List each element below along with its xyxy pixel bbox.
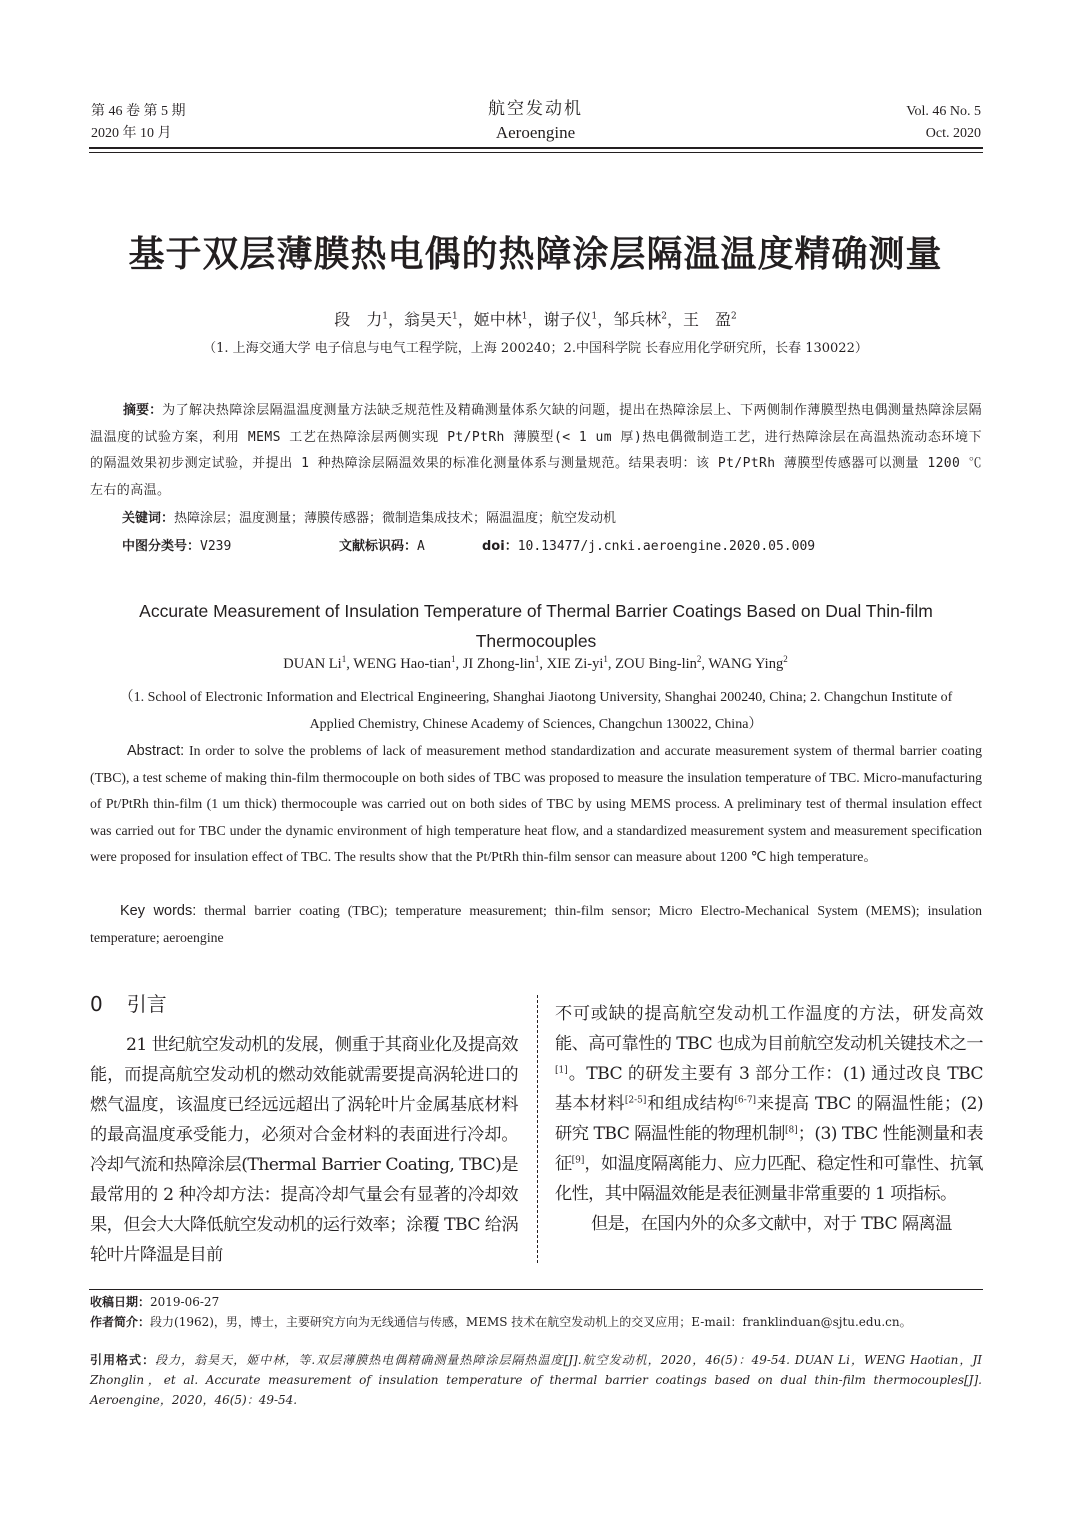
body-text: ，如温度隔离能力、应力匹配、稳定性和可靠性、抗氧化性，其中隔温效能是表征测量非常重要的 1 项指标。 xyxy=(555,1154,984,1204)
authors-en: DUAN Li$^1$, WENG Hao-tian$^1$, JI Zhong-lin$^1$, XIE $Zi-yi^1$, ZOU Bing-lin$^2$, WANG Ying$^2$ xyxy=(283,654,788,672)
body-paragraph xyxy=(555,999,983,1209)
body-paragraph: 但是，在国内外的众多文献中，对于 TBC 隔离温 xyxy=(591,1214,952,1234)
paper-title-cn: 基于双层薄膜热电偶的热障涂层隔温温度精确测量 xyxy=(128,233,943,275)
author-affil-mark: 2 xyxy=(661,311,668,322)
doi xyxy=(482,535,815,554)
author-bio xyxy=(90,1312,982,1332)
header-rule-thin xyxy=(89,152,983,153)
keywords-cn-text: 热障涂层；温度测量；薄膜传感器；微制造集成技术；隔温温度；航空发动机 xyxy=(174,511,617,526)
keywords-en xyxy=(90,898,982,951)
citation-ref[interactable]: [8] xyxy=(785,1125,798,1136)
received-label: 收稿日期： xyxy=(90,1295,151,1309)
affiliation-cn: （1. 上海交通大学 电子信息与电气工程学院，上海 200240；2.中国科学院 长春应用化学研究所，长春 130022） xyxy=(203,341,868,356)
keywords-cn xyxy=(122,507,616,526)
author-affil-mark: 1 xyxy=(382,311,388,322)
keywords-en-label: Key words: xyxy=(120,903,197,919)
body-text: ；(3) TBC 性能测量和表征 xyxy=(555,1124,983,1174)
volume-issue-cn: 第 46 卷 第 5 期 xyxy=(91,104,186,119)
author-affil-mark: 1 xyxy=(534,654,540,665)
author-affil-mark: 1 xyxy=(603,654,608,665)
author-affil-mark: 1 xyxy=(521,311,528,322)
author-affil-mark: 1 xyxy=(451,654,456,665)
citation-ref[interactable]: [2-5] xyxy=(624,1095,647,1106)
doc-label: 文献标识码： xyxy=(339,539,418,554)
journal-name-en: Aeroengine xyxy=(495,123,576,142)
body-column-left: 21 世纪航空发动机的发展，侧重于其商业化及提高效能，而提高航空发动机的燃动效能就需要提高涡轮进口的燃气温度，该温度已经远远超出了涡轮叶片金属基底材料的最高温度承受能力，必须对合金材料的表面进行冷却。冷却气流和热障涂层(Thermal Barrier Coating, TBC)是最常用的 2 种冷却方法：提高冷却气量会有显著的冷却效果，但会大大降低航空发动机的运行效率；涂覆 TBC 给涡轮叶片降温是目前 xyxy=(90,1035,518,1265)
doi-label: doi： xyxy=(482,539,518,554)
author-cn: 段 力 xyxy=(334,310,383,329)
author-cn: 姬中林 xyxy=(473,310,522,329)
author-bio-label: 作者简介： xyxy=(90,1315,151,1329)
column-divider xyxy=(537,995,538,1263)
document-code xyxy=(339,535,425,554)
paper-title-en: Accurate Measurement of Insulation Temperature of Thermal Barrier Coatings Based on Dual Thin-film Thermocouples xyxy=(139,601,933,651)
citation-label: 引用格式： xyxy=(90,1353,156,1367)
journal-name-cn: 航空发动机 xyxy=(488,99,583,118)
abstract-cn-text: 为了解决热障涂层隔温温度测量方法缺乏规范性及精确测量体系欠缺的问题，提出在热障涂层上、下两侧制作薄膜型热电偶测量热障涂层隔温温度的试验方案，利用 MEMS 工艺在热障涂层两侧实现 Pt/PtRh 薄膜型(< 1 um 厚)热电偶微制造工艺，进行热障涂层在高温热流动态环境下的隔温效果初步测定试验，并提出 1 种热障涂层隔温效果的标准化测量体系与测量规范。结果表明：该 Pt/PtRh 薄膜型传感器可以测量 1200 ℃左右的高温。 xyxy=(90,403,982,498)
section-title: 引言 xyxy=(126,992,167,1016)
citation-format xyxy=(90,1350,982,1410)
author-cn: 翁昊天 xyxy=(403,310,452,329)
author-affil-mark: 1 xyxy=(341,654,347,665)
keywords-cn-label: 关键词： xyxy=(122,511,175,526)
header-rule-thick xyxy=(89,147,983,149)
author-affil-mark: 2 xyxy=(783,654,788,665)
body-text: 。TBC 的研发主要有 3 部分工作：(1) 通过改良 TBC 基本材料 xyxy=(555,1064,983,1114)
body-column-right xyxy=(555,999,983,1239)
body-text: 来提高 TBC 的隔温性能；(2) 研究 TBC 隔温性能的物理机制 xyxy=(555,1094,983,1144)
section-number: 0 xyxy=(90,992,103,1016)
abstract-cn xyxy=(90,398,982,504)
author-en: WENG Hao-tian xyxy=(353,656,452,672)
header-volume-en xyxy=(906,101,981,145)
author-cn: 王 盈 xyxy=(683,310,732,329)
clc-code xyxy=(122,535,231,554)
clc-value: V239 xyxy=(200,539,232,554)
keywords-en-text: thermal barrier coating (TBC); temperature measurement; thin-film sensor; Micro Electro-Mechanical System (MEMS); insulation temperature; aeroengine xyxy=(90,903,982,945)
author-en: DUAN Li xyxy=(283,656,342,672)
authors-cn: 段 力$^1$，翁昊天$^1$，姬中林$^1$，谢子仪$^1$，邹兵林$^2$，王 盈$^2$ xyxy=(334,310,737,329)
affiliation-en: （1. School of Electronic Information and Electrical Engineering, Shanghai Jiaotong University, Shanghai 200240, China; 2. Changchun Institute of Applied Chemistry, Chinese Academy of Sciences, Changchun 130022, China） xyxy=(119,690,953,732)
author-affil-mark: 1 xyxy=(451,311,458,322)
abstract-en xyxy=(90,738,982,871)
author-en: JI Zhong-lin xyxy=(462,656,535,672)
citation-ref[interactable]: [1] xyxy=(555,1065,568,1076)
citation-ref[interactable]: [6-7] xyxy=(734,1095,757,1106)
section-heading xyxy=(90,988,167,1017)
date-en: Oct. 2020 xyxy=(925,126,981,141)
author-cn: 邹兵林 xyxy=(613,310,662,329)
author-en: WANG Ying xyxy=(708,656,784,672)
clc-label: 中图分类号： xyxy=(122,539,201,554)
author-bio-text: 段力(1962)，男，博士，主要研究方向为无线通信与传感，MEMS 技术在航空发动机上的交叉应用；E-mail：franklinduan@sjtu.edu.cn。 xyxy=(150,1315,912,1329)
citation-text: 段力，翁昊天，姬中林，等.双层薄膜热电偶精确测量热障涂层隔热温度[J].航空发动机，2020，46(5)：49-54. DUAN Li，WENG Haotian，JI Zhonglin，et al. Accurate measurement of insulation temperature of thermal barrier coatings based on dual thin-film thermocouples[J]. Aeroengine，2020，46(5)：49-54. xyxy=(90,1353,982,1407)
date-cn: 2020 年 10 月 xyxy=(91,126,172,141)
citation-ref[interactable]: [9] xyxy=(571,1155,585,1166)
received-value: 2019-06-27 xyxy=(150,1295,220,1309)
author-affil-mark: 2 xyxy=(731,311,737,322)
abstract-en-label: Abstract: xyxy=(127,743,185,759)
received-date xyxy=(90,1292,982,1312)
author-cn: 谢子仪 xyxy=(543,310,592,329)
volume-issue-en: Vol. 46 No. 5 xyxy=(906,104,981,119)
abstract-cn-label: 摘要： xyxy=(123,403,163,418)
doc-value: A xyxy=(417,539,425,554)
author-en: XIE Zi-yi xyxy=(546,656,604,672)
author-affil-mark: 1 xyxy=(591,311,598,322)
body-text: 和组成结构 xyxy=(646,1094,735,1114)
abstract-en-text: In order to solve the problems of lack of measurement method standardization and accurate measurement system of thermal barrier coating (TBC), a test scheme of making thin-film thermocouple on both sides of TBC was proposed to measure the insulation temperature of TBC. Micro-manufacturing of Pt/PtRh thin-film (1 um thick) thermocouple was carried out on both sides of TBC by using MEMS process. A preliminary test of thermal insulation effect was carried out for TBC under the dynamic environment of high temperature heat flow, and a standardized measurement system and measurement specification were proposed for insulation effect of TBC. The results show that the Pt/PtRh thin-film sensor can measure about 1200 ℃ high temperature。 xyxy=(90,743,982,865)
doi-value[interactable]: 10.13477/j.cnki.aeroengine.2020.05.009 xyxy=(517,539,816,554)
author-en: ZOU Bing-lin xyxy=(615,656,697,672)
author-affil-mark: 2 xyxy=(696,654,702,665)
body-text: 不可或缺的提高航空发动机工作温度的方法，研发高效能、高可靠性的 TBC 也成为目前航空发动机关键技术之一 xyxy=(555,1004,983,1054)
footnote-rule xyxy=(89,1289,983,1290)
